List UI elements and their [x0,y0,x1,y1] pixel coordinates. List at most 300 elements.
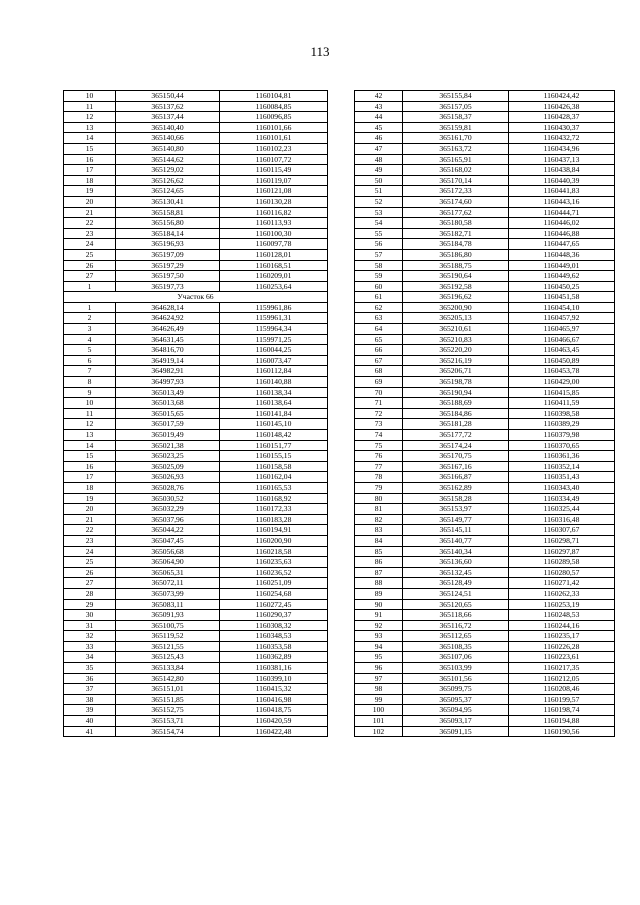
y-coordinate-cell: 1160112,84 [220,366,328,377]
y-coordinate-cell: 1160165,53 [220,482,328,493]
point-number-cell: 37 [64,684,116,695]
table-row [64,504,328,515]
x-coordinate-cell: 365197,50 [116,271,220,282]
table-row [64,91,328,102]
point-number-cell: 86 [355,557,403,568]
y-coordinate-cell: 1160236,52 [220,567,328,578]
point-number-cell: 51 [355,186,403,197]
x-coordinate-cell: 365101,56 [403,673,509,684]
table-row [355,398,615,409]
y-coordinate-cell: 1160208,46 [509,684,615,695]
y-coordinate-cell: 1160446,02 [509,218,615,229]
point-number-cell: 93 [355,631,403,642]
point-number-cell: 92 [355,620,403,631]
x-coordinate-cell: 365137,44 [116,112,220,123]
table-row [355,387,615,398]
table-row [355,472,615,483]
x-coordinate-cell: 365145,11 [403,525,509,536]
point-number-cell: 33 [64,641,116,652]
x-coordinate-cell: 365174,60 [403,196,509,207]
y-coordinate-cell: 1160465,97 [509,324,615,335]
x-coordinate-cell: 365100,75 [116,620,220,631]
x-coordinate-cell: 365140,66 [116,133,220,144]
x-coordinate-cell: 365196,93 [116,239,220,250]
x-coordinate-cell: 364631,45 [116,334,220,345]
point-number-cell: 30 [64,610,116,621]
y-coordinate-cell: 1160334,49 [509,493,615,504]
table-row [355,726,615,737]
point-number-cell: 40 [64,716,116,727]
x-coordinate-cell: 365158,37 [403,112,509,123]
x-coordinate-cell: 365180,58 [403,218,509,229]
x-coordinate-cell: 365184,14 [116,228,220,239]
table-row [64,419,328,430]
y-coordinate-cell: 1160448,36 [509,249,615,260]
x-coordinate-cell: 365056,68 [116,546,220,557]
point-number-cell: 58 [355,260,403,271]
y-coordinate-cell: 1160115,49 [220,165,328,176]
y-coordinate-cell: 1159961,86 [220,302,328,313]
y-coordinate-cell: 1160155,15 [220,451,328,462]
point-number-cell: 76 [355,451,403,462]
x-coordinate-cell: 365192,58 [403,281,509,292]
table-row [355,324,615,335]
table-row [64,652,328,663]
y-coordinate-cell: 1160441,83 [509,186,615,197]
x-coordinate-cell: 365093,17 [403,716,509,727]
table-row [355,493,615,504]
y-coordinate-cell: 1160168,92 [220,493,328,504]
y-coordinate-cell: 1160424,42 [509,91,615,102]
point-number-cell: 11 [64,101,116,112]
point-number-cell: 3 [64,324,116,335]
y-coordinate-cell: 1160073,47 [220,355,328,366]
x-coordinate-cell: 365188,69 [403,398,509,409]
x-coordinate-cell: 365119,52 [116,631,220,642]
y-coordinate-cell: 1160235,63 [220,557,328,568]
point-number-cell: 41 [64,726,116,737]
y-coordinate-cell: 1160351,43 [509,472,615,483]
table-row [355,122,615,133]
y-coordinate-cell: 1160451,58 [509,292,615,303]
y-coordinate-cell: 1160200,90 [220,535,328,546]
x-coordinate-cell: 365025,09 [116,461,220,472]
point-number-cell: 32 [64,631,116,642]
y-coordinate-cell: 1160128,01 [220,249,328,260]
table-row [355,535,615,546]
point-number-cell: 27 [64,578,116,589]
table-row [355,292,615,303]
x-coordinate-cell: 365155,84 [403,91,509,102]
point-number-cell: 18 [64,482,116,493]
x-coordinate-cell: 365153,71 [116,716,220,727]
y-coordinate-cell: 1160101,66 [220,122,328,133]
x-coordinate-cell: 365118,66 [403,610,509,621]
y-coordinate-cell: 1160223,61 [509,652,615,663]
y-coordinate-cell: 1160428,37 [509,112,615,123]
x-coordinate-cell: 365017,59 [116,419,220,430]
point-number-cell: 52 [355,196,403,207]
table-row [355,599,615,610]
y-coordinate-cell: 1160370,65 [509,440,615,451]
table-row [355,101,615,112]
y-coordinate-cell: 1160138,34 [220,387,328,398]
table-row [355,175,615,186]
table-row [64,408,328,419]
x-coordinate-cell: 365108,35 [403,641,509,652]
table-row [64,313,328,324]
point-number-cell: 23 [64,228,116,239]
table-row [64,271,328,282]
table-row [64,631,328,642]
x-coordinate-cell: 365120,65 [403,599,509,610]
x-coordinate-cell: 365205,13 [403,313,509,324]
y-coordinate-cell: 1160399,10 [220,673,328,684]
table-row [64,567,328,578]
x-coordinate-cell: 365184,78 [403,239,509,250]
table-row [64,398,328,409]
y-coordinate-cell: 1160437,13 [509,154,615,165]
x-coordinate-cell: 365182,71 [403,228,509,239]
y-coordinate-cell: 1160145,10 [220,419,328,430]
y-coordinate-cell: 1160429,00 [509,377,615,388]
point-number-cell: 98 [355,684,403,695]
x-coordinate-cell: 365112,65 [403,631,509,642]
table-row [355,588,615,599]
table-row [64,705,328,716]
table-row [64,716,328,727]
point-number-cell: 20 [64,504,116,515]
table-row [64,588,328,599]
y-coordinate-cell: 1160418,75 [220,705,328,716]
table-row [355,143,615,154]
point-number-cell: 89 [355,588,403,599]
y-coordinate-cell: 1160254,68 [220,588,328,599]
table-row [64,620,328,631]
y-coordinate-cell: 1160226,28 [509,641,615,652]
y-coordinate-cell: 1160244,16 [509,620,615,631]
x-coordinate-cell: 365047,45 [116,535,220,546]
section-header-row [64,292,328,303]
table-row [355,482,615,493]
point-number-cell: 87 [355,567,403,578]
x-coordinate-cell: 365149,77 [403,514,509,525]
y-coordinate-cell: 1160272,45 [220,599,328,610]
point-number-cell: 49 [355,165,403,176]
x-coordinate-cell: 365172,33 [403,186,509,197]
y-coordinate-cell: 1160438,84 [509,165,615,176]
y-coordinate-cell: 1160453,78 [509,366,615,377]
x-coordinate-cell: 365128,49 [403,578,509,589]
x-coordinate-cell: 364624,92 [116,313,220,324]
x-coordinate-cell: 365170,75 [403,451,509,462]
x-coordinate-cell: 365130,41 [116,196,220,207]
point-number-cell: 26 [64,567,116,578]
point-number-cell: 39 [64,705,116,716]
table-row [355,663,615,674]
table-row [64,440,328,451]
table-row [355,271,615,282]
y-coordinate-cell: 1160162,04 [220,472,328,483]
y-coordinate-cell: 1160463,45 [509,345,615,356]
x-coordinate-cell: 365158,81 [116,207,220,218]
x-coordinate-cell: 365181,28 [403,419,509,430]
table-row [64,133,328,144]
point-number-cell: 54 [355,218,403,229]
y-coordinate-cell: 1160212,05 [509,673,615,684]
x-coordinate-cell: 365151,01 [116,684,220,695]
y-coordinate-cell: 1160415,32 [220,684,328,695]
point-number-cell: 6 [64,355,116,366]
table-row [64,112,328,123]
x-coordinate-cell: 365019,49 [116,430,220,441]
y-coordinate-cell: 1160343,40 [509,482,615,493]
table-row [64,387,328,398]
table-row [355,408,615,419]
y-coordinate-cell: 1160190,56 [509,726,615,737]
point-number-cell: 15 [64,143,116,154]
y-coordinate-cell: 1160289,58 [509,557,615,568]
table-row [355,610,615,621]
y-coordinate-cell: 1160253,64 [220,281,328,292]
x-coordinate-cell: 365170,14 [403,175,509,186]
table-row [355,366,615,377]
table-row [355,260,615,271]
x-coordinate-cell: 365156,80 [116,218,220,229]
y-coordinate-cell: 1160168,51 [220,260,328,271]
y-coordinate-cell: 1160044,25 [220,345,328,356]
table-row [64,281,328,292]
y-coordinate-cell: 1160194,88 [509,716,615,727]
y-coordinate-cell: 1160116,82 [220,207,328,218]
point-number-cell: 26 [64,260,116,271]
point-number-cell: 5 [64,345,116,356]
point-number-cell: 7 [64,366,116,377]
point-number-cell: 28 [64,588,116,599]
table-row [64,641,328,652]
x-coordinate-cell: 365190,64 [403,271,509,282]
coordinates-table-left [63,90,328,737]
point-number-cell: 48 [355,154,403,165]
x-coordinate-cell: 365091,15 [403,726,509,737]
x-coordinate-cell: 365132,45 [403,567,509,578]
x-coordinate-cell: 365032,29 [116,504,220,515]
y-coordinate-cell: 1160379,98 [509,430,615,441]
point-number-cell: 25 [64,249,116,260]
point-number-cell: 77 [355,461,403,472]
y-coordinate-cell: 1160235,17 [509,631,615,642]
x-coordinate-cell: 365095,37 [403,694,509,705]
point-number-cell: 2 [64,313,116,324]
point-number-cell: 44 [355,112,403,123]
x-coordinate-cell: 365015,65 [116,408,220,419]
table-row [64,101,328,112]
table-row [355,218,615,229]
y-coordinate-cell: 1160422,48 [220,726,328,737]
table-row [355,112,615,123]
y-coordinate-cell: 1160102,23 [220,143,328,154]
point-number-cell: 79 [355,482,403,493]
y-coordinate-cell: 1160172,33 [220,504,328,515]
table-row [355,133,615,144]
x-coordinate-cell: 365137,62 [116,101,220,112]
point-number-cell: 85 [355,546,403,557]
point-number-cell: 19 [64,186,116,197]
y-coordinate-cell: 1160432,72 [509,133,615,144]
point-number-cell: 62 [355,302,403,313]
x-coordinate-cell: 365144,62 [116,154,220,165]
x-coordinate-cell: 365064,90 [116,557,220,568]
x-coordinate-cell: 365197,73 [116,281,220,292]
x-coordinate-cell: 364626,49 [116,324,220,335]
y-coordinate-cell: 1160389,29 [509,419,615,430]
x-coordinate-cell: 365158,28 [403,493,509,504]
x-coordinate-cell: 365083,11 [116,599,220,610]
y-coordinate-cell: 1160353,58 [220,641,328,652]
table-row [64,610,328,621]
x-coordinate-cell: 365124,51 [403,588,509,599]
point-number-cell: 19 [64,493,116,504]
point-number-cell: 4 [64,334,116,345]
x-coordinate-cell: 365210,61 [403,324,509,335]
point-number-cell: 35 [64,663,116,674]
point-number-cell: 80 [355,493,403,504]
y-coordinate-cell: 1160251,09 [220,578,328,589]
x-coordinate-cell: 365013,49 [116,387,220,398]
point-number-cell: 34 [64,652,116,663]
point-number-cell: 15 [64,451,116,462]
y-coordinate-cell: 1160183,28 [220,514,328,525]
y-coordinate-cell: 1160290,37 [220,610,328,621]
point-number-cell: 64 [355,324,403,335]
x-coordinate-cell: 365140,40 [116,122,220,133]
table-row [64,239,328,250]
point-number-cell: 25 [64,557,116,568]
point-number-cell: 70 [355,387,403,398]
x-coordinate-cell: 365124,65 [116,186,220,197]
table-row [64,302,328,313]
point-number-cell: 73 [355,419,403,430]
x-coordinate-cell: 365161,70 [403,133,509,144]
y-coordinate-cell: 1160280,57 [509,567,615,578]
point-number-cell: 43 [355,101,403,112]
x-coordinate-cell: 365165,91 [403,154,509,165]
y-coordinate-cell: 1160434,96 [509,143,615,154]
y-coordinate-cell: 1160084,85 [220,101,328,112]
x-coordinate-cell: 364997,93 [116,377,220,388]
x-coordinate-cell: 365023,25 [116,451,220,462]
point-number-cell: 45 [355,122,403,133]
y-coordinate-cell: 1160298,71 [509,535,615,546]
point-number-cell: 53 [355,207,403,218]
point-number-cell: 8 [64,377,116,388]
table-row [355,207,615,218]
y-coordinate-cell: 1159964,34 [220,324,328,335]
point-number-cell: 11 [64,408,116,419]
point-number-cell: 13 [64,430,116,441]
point-number-cell: 20 [64,196,116,207]
x-coordinate-cell: 365196,62 [403,292,509,303]
y-coordinate-cell: 1160096,85 [220,112,328,123]
table-row [355,377,615,388]
table-row [355,504,615,515]
point-number-cell: 47 [355,143,403,154]
x-coordinate-cell: 365065,31 [116,567,220,578]
y-coordinate-cell: 1160297,87 [509,546,615,557]
table-row [355,345,615,356]
table-row [64,482,328,493]
point-number-cell: 36 [64,673,116,684]
section-title: Участок 66 [64,292,328,303]
table-row [64,525,328,536]
table-row [355,652,615,663]
table-row [64,578,328,589]
x-coordinate-cell: 364628,14 [116,302,220,313]
point-number-cell: 69 [355,377,403,388]
point-number-cell: 82 [355,514,403,525]
y-coordinate-cell: 1160262,33 [509,588,615,599]
point-number-cell: 94 [355,641,403,652]
table-row [355,281,615,292]
point-number-cell: 42 [355,91,403,102]
table-row [355,302,615,313]
table-row [355,440,615,451]
point-number-cell: 99 [355,694,403,705]
table-row [64,684,328,695]
point-number-cell: 31 [64,620,116,631]
x-coordinate-cell: 365197,29 [116,260,220,271]
point-number-cell: 90 [355,599,403,610]
y-coordinate-cell: 1160361,36 [509,451,615,462]
table-row [355,91,615,102]
table-row [355,186,615,197]
point-number-cell: 68 [355,366,403,377]
point-number-cell: 91 [355,610,403,621]
x-coordinate-cell: 365188,75 [403,260,509,271]
x-coordinate-cell: 365140,80 [116,143,220,154]
point-number-cell: 16 [64,154,116,165]
y-coordinate-cell: 1160194,91 [220,525,328,536]
y-coordinate-cell: 1160148,42 [220,430,328,441]
y-coordinate-cell: 1160308,32 [220,620,328,631]
point-number-cell: 22 [64,218,116,229]
x-coordinate-cell: 365152,75 [116,705,220,716]
point-number-cell: 72 [355,408,403,419]
y-coordinate-cell: 1160158,58 [220,461,328,472]
table-row [355,419,615,430]
table-row [64,599,328,610]
x-coordinate-cell: 365099,75 [403,684,509,695]
x-coordinate-cell: 365206,71 [403,366,509,377]
table-row [64,366,328,377]
x-coordinate-cell: 365140,34 [403,546,509,557]
x-coordinate-cell: 365013,68 [116,398,220,409]
point-number-cell: 56 [355,239,403,250]
point-number-cell: 24 [64,546,116,557]
y-coordinate-cell: 1160440,39 [509,175,615,186]
x-coordinate-cell: 365190,94 [403,387,509,398]
table-row [64,334,328,345]
table-row [64,673,328,684]
table-row [355,631,615,642]
x-coordinate-cell: 365186,80 [403,249,509,260]
x-coordinate-cell: 365030,52 [116,493,220,504]
x-coordinate-cell: 365136,60 [403,557,509,568]
x-coordinate-cell: 365162,89 [403,482,509,493]
point-number-cell: 102 [355,726,403,737]
point-number-cell: 101 [355,716,403,727]
point-number-cell: 13 [64,122,116,133]
